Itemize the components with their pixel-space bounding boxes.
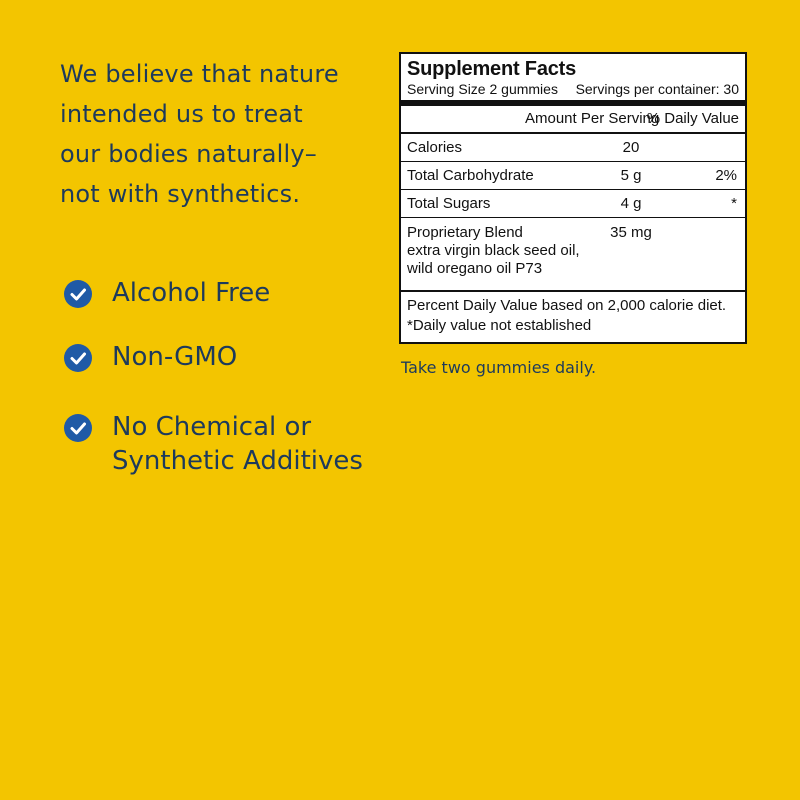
blend-line: extra virgin black seed oil, [407,242,580,259]
check-circle-icon [64,280,92,308]
nutrient-amount: 5 g [620,167,642,184]
intro-line: intended us to treat [60,100,303,128]
intro-line: We believe that nature [60,60,339,88]
nutrient-amount: 20 [622,139,640,156]
footnote-line: Percent Daily Value based on 2,000 calorie diet. [407,297,727,314]
feature-non-gmo [64,340,394,374]
facts-row-carbohydrate [401,162,745,190]
feature-list [64,276,394,478]
check-circle-icon [64,414,92,442]
serving-info [401,80,745,106]
facts-footnote [401,292,745,336]
amount-header: Amount Per Serving [525,110,660,127]
check-circle-icon [64,344,92,372]
nutrient-dv: * [731,195,737,212]
facts-column-header [401,106,745,134]
supplement-facts-panel [399,52,747,344]
feature-label: Alcohol Free [112,278,271,308]
feature-label: Synthetic Additives [112,446,363,476]
feature-alcohol-free [64,276,394,310]
feature-label: Non-GMO [112,342,238,372]
dosage-instruction: Take two gummies daily. [401,358,597,377]
nutrient-dv: 2% [715,167,737,184]
servings-per-container: Servings per container: 30 [575,81,739,97]
blend-name [407,224,580,278]
serving-size: Serving Size 2 gummies [407,81,558,97]
nutrient-name: Calories [407,139,463,156]
facts-row-proprietary-blend [401,218,745,292]
nutrient-name: Total Carbohydrate [407,167,534,184]
nutrient-amount: 4 g [620,195,642,212]
footnote-line: *Daily value not established [407,317,592,334]
facts-row-sugars [401,190,745,218]
intro-line: not with synthetics. [60,180,301,208]
intro-statement [60,54,380,214]
feature-no-additives [64,410,394,478]
daily-value-header: % Daily Value [646,110,739,127]
intro-line: our bodies naturally– [60,140,317,168]
blend-line: wild oregano oil P73 [407,260,543,277]
blend-amount: 35 mg [610,224,652,241]
facts-title: Supplement Facts [407,58,577,80]
facts-row-calories [401,134,745,162]
nutrient-name: Total Sugars [407,195,491,212]
blend-line: Proprietary Blend [407,224,523,241]
feature-label: No Chemical or [112,412,312,442]
